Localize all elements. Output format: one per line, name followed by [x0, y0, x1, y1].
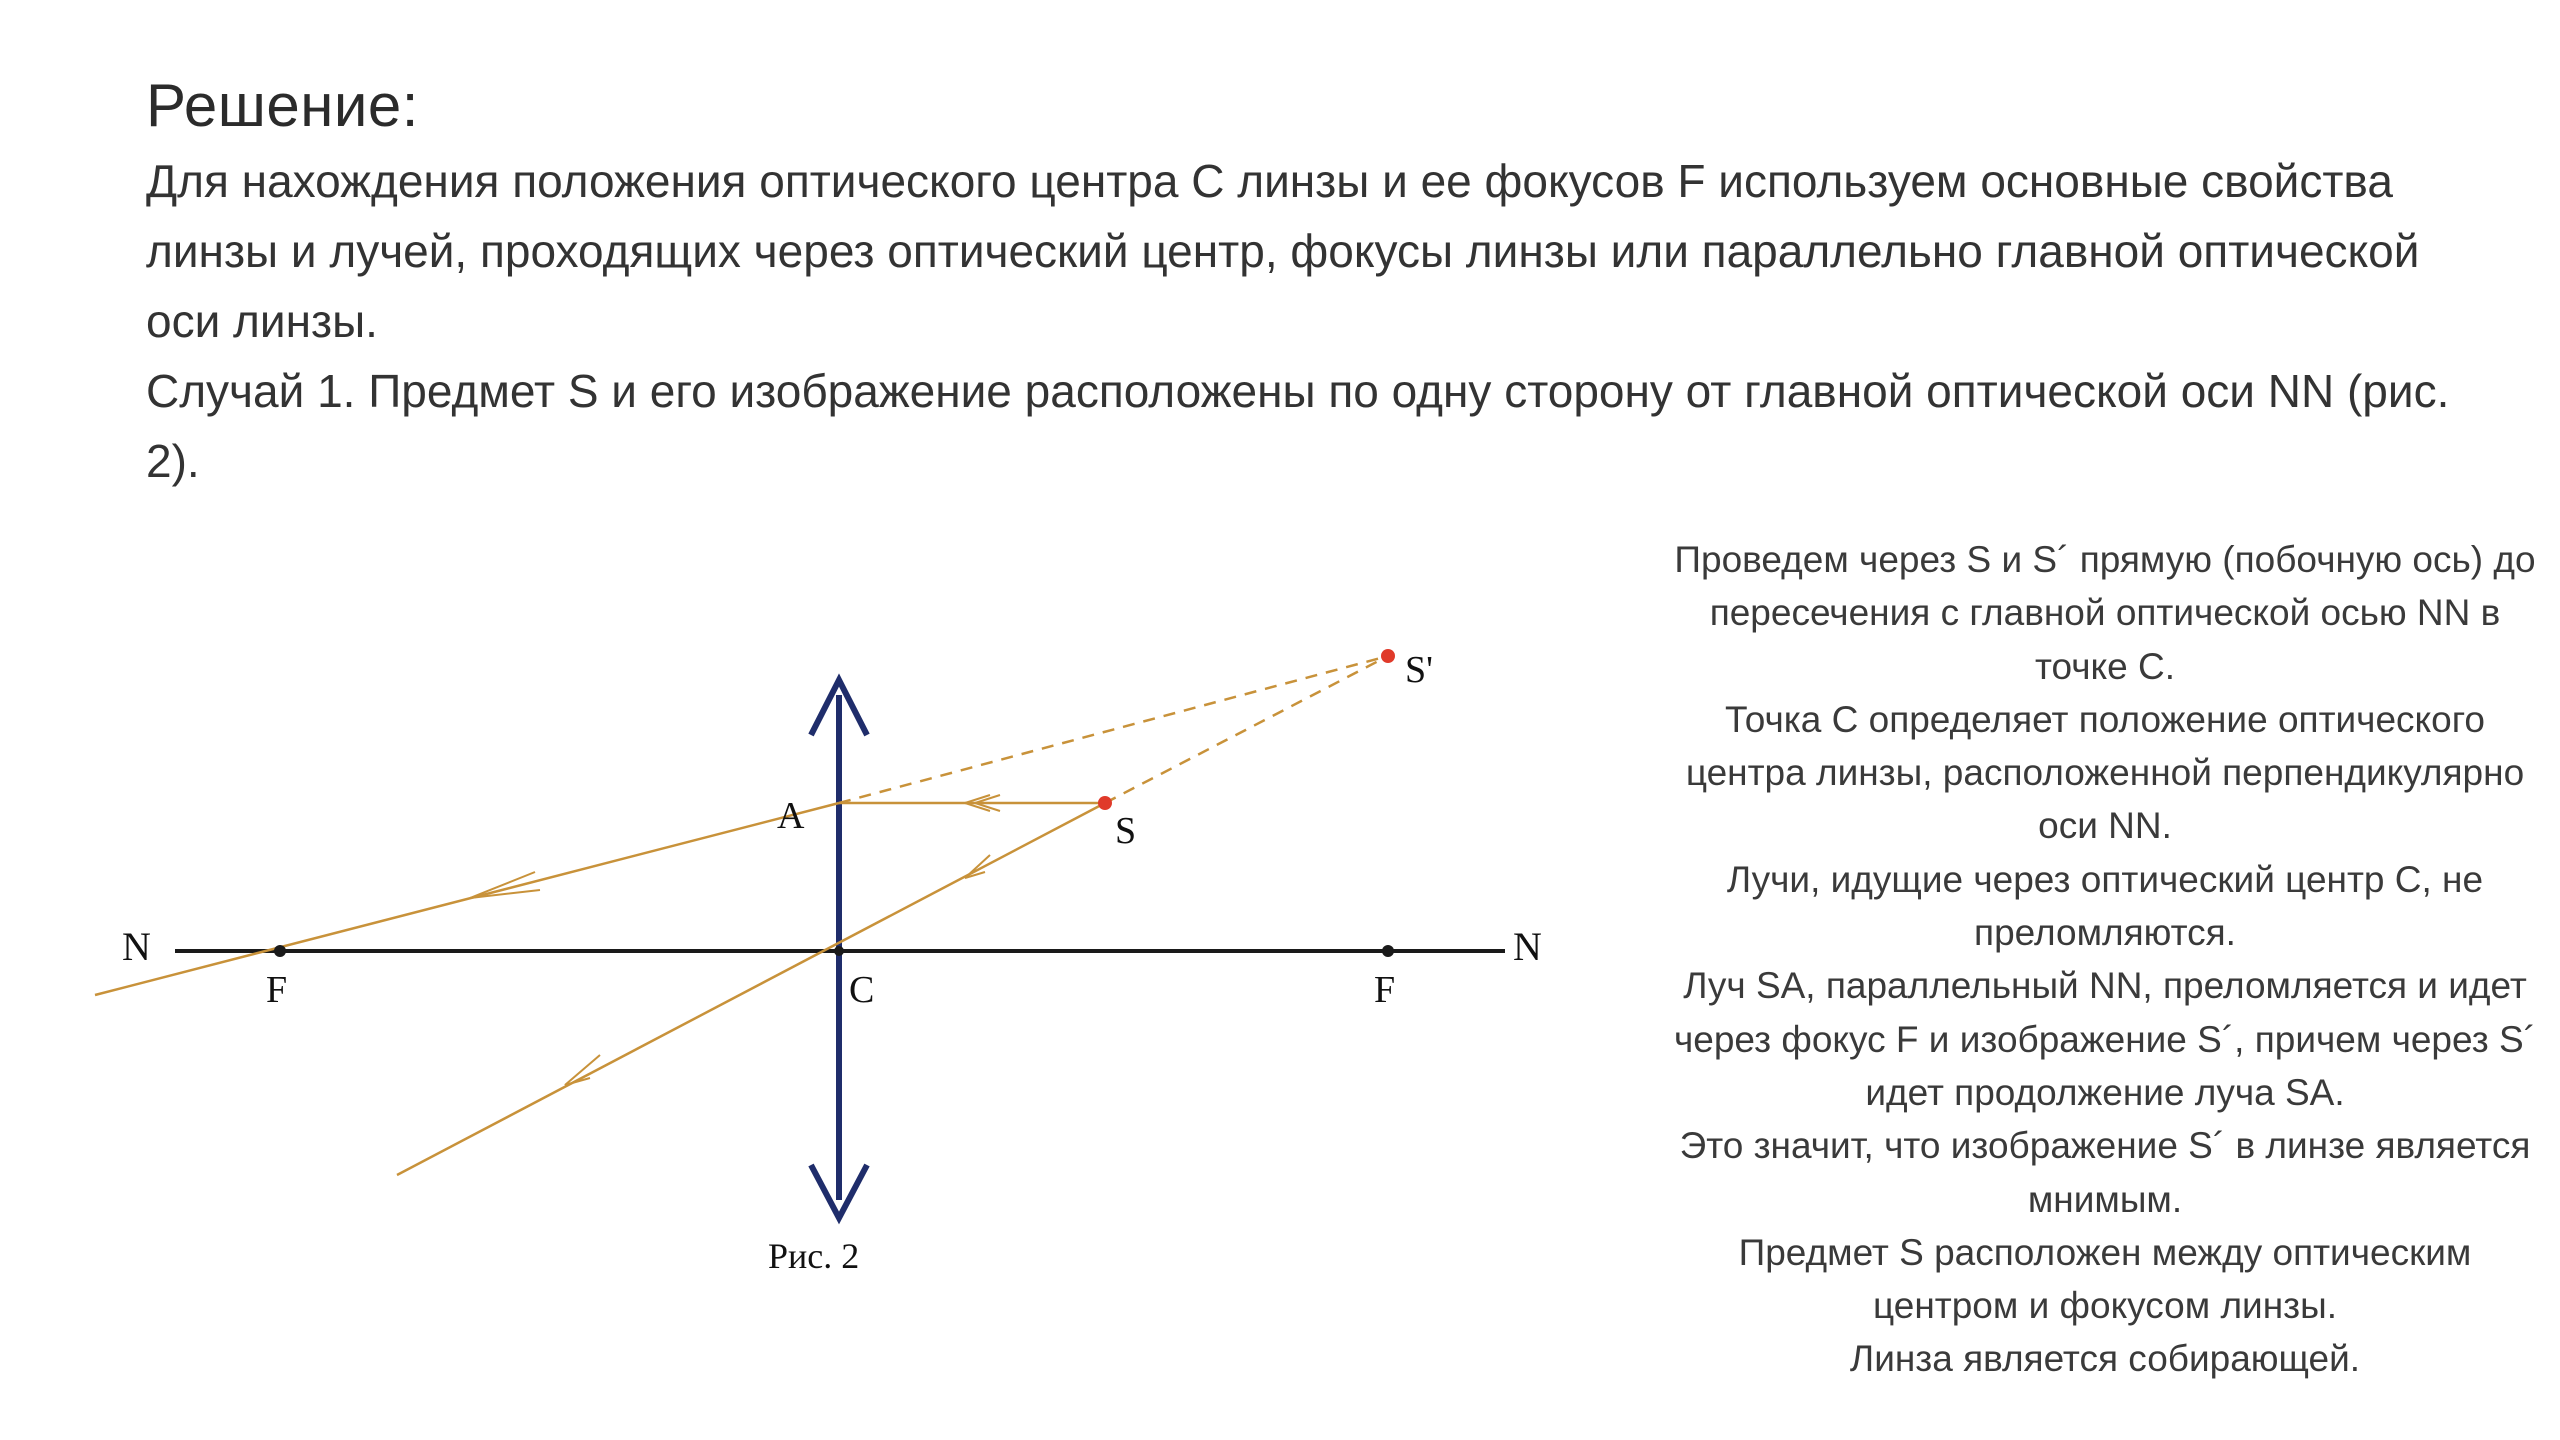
- explanation-line: Точка С определяет положение оптического центра линзы, расположенной перпендикулярно оси NN.: [1685, 698, 2525, 847]
- explanation-line: Лучи, идущие через оптический центр С, не преломляются.: [1726, 858, 2484, 954]
- ray-through-center: [397, 803, 1105, 1175]
- dashed-extension-from-a: [839, 656, 1388, 803]
- label-point-a: A: [777, 795, 805, 837]
- explanation-line: Предмет S расположен между оптическим центром и фокусом линзы.: [1738, 1231, 2472, 1327]
- optical-center-point: [834, 946, 844, 956]
- explanation-line: Луч SA, параллельный NN, преломляется и идет через фокус F и изображение S´, причем через S´ идет продолжение луча SA.: [1673, 965, 2537, 1113]
- focus-point-left: [274, 945, 286, 957]
- dashed-extension-from-s: [1105, 656, 1388, 803]
- intro-paragraph-method: Для нахождения положения оптического центра С линзы и ее фокусов F используем основные свойства линзы и лучей, проходящих через оптический центр, фокусы линзы или параллельно главной оптической оси линзы.: [146, 155, 2420, 347]
- explanation-line: Это значит, что изображение S´ в линзе является мнимым.: [1679, 1125, 2531, 1220]
- figure-caption: Рис. 2: [768, 1236, 860, 1276]
- label-center-c: C: [849, 969, 875, 1011]
- image-point-s-prime: [1381, 649, 1395, 663]
- slide-title: Решение:: [146, 72, 419, 139]
- refracted-ray-arrow: [470, 872, 540, 898]
- explanation-line: Линза является собирающей.: [1849, 1338, 2361, 1380]
- explanation-line: Проведем через S и S´ прямую (побочную ось) до пересечения с главной оптической осью NN в точке С.: [1674, 539, 2536, 687]
- label-focus-left: F: [266, 969, 288, 1011]
- explanation-text: [1670, 533, 2540, 1386]
- focus-point-right: [1382, 945, 1394, 957]
- intro-paragraph-case: Случай 1. Предмет S и его изображение расположены по одну сторону от главной оптической оси NN (рис. 2).: [146, 365, 2450, 487]
- label-point-s: S: [1115, 810, 1137, 852]
- label-focus-right: F: [1374, 969, 1396, 1011]
- refracted-ray-through-focus: [95, 803, 839, 995]
- label-n-left: N: [122, 924, 151, 969]
- object-point-s: [1098, 796, 1112, 810]
- label-point-s-prime: S': [1405, 649, 1433, 691]
- label-n-right: N: [1513, 924, 1542, 969]
